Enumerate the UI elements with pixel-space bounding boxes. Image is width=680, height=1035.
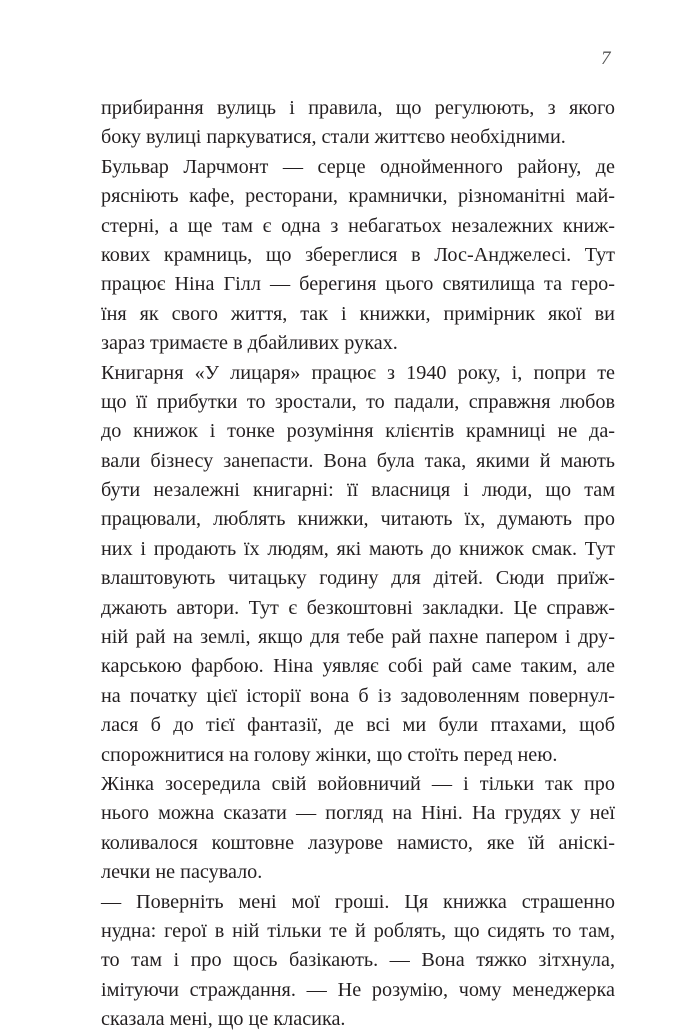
text-line: спорожнитися на голову жiнки, що стоїть перед нею. xyxy=(101,743,558,766)
text-line: лечки не пасувало. xyxy=(101,861,263,884)
paragraph xyxy=(101,153,615,359)
text-line: на початку цiєї iсторiї вона б iз задоволенням повернул- xyxy=(101,684,615,707)
text-line: карською фарбою. Нiна уявляє собi рай саме таким, але xyxy=(101,655,615,678)
text-line: них i продають їх людям, якi мають до книжок смак. Тут xyxy=(101,537,615,560)
text-line: нього можна сказати — погляд на Нiнi. На грудях у неї xyxy=(101,802,615,825)
text-line: працює Нiна Гiлл — берегиня цього святилища та геро- xyxy=(101,273,615,296)
text-line: влаштовують читацьку годину для дiтей. Сюди приїж- xyxy=(101,567,615,590)
text-line: боку вулиці паркуватися, стали життєво необхідними. xyxy=(101,126,566,149)
text-line: Книгарня «У лицаря» працює з 1940 року, i, попри те xyxy=(101,361,615,384)
text-line: ряснiють кафе, ресторани, крамнички, рiзноманiтнi май- xyxy=(101,185,615,208)
text-line: бути незалежнi книгарнi: її власниця i люди, що там xyxy=(101,479,615,502)
text-line: зараз тримаєте в дбайливих руках. xyxy=(101,332,398,355)
paragraph xyxy=(101,770,615,888)
text-line: вали бiзнесу занепасти. Вона була така, якими й мають xyxy=(101,449,615,472)
paragraph xyxy=(101,888,615,1035)
paragraph xyxy=(101,359,615,770)
text-line: кових крамниць, що збереглися в Лос-Анджелесi. Тут xyxy=(101,243,615,266)
body-text xyxy=(101,94,615,1035)
text-line: нудна: герої в нiй тiльки те й роблять, що сидять то там, xyxy=(101,919,615,942)
paragraph xyxy=(101,94,615,153)
text-line: прибирання вулиць і правила, що регулюють, з якого xyxy=(101,97,615,119)
text-line: Жiнка зосередила свiй войовничий — i тiльки так про xyxy=(101,772,615,795)
text-line: джають автори. Тут є безкоштовнi закладки. Це справж- xyxy=(101,596,615,619)
text-line: що її прибутки то зростали, то падали, справжня любов xyxy=(101,390,615,413)
text-line: сказала менi, що це класика. xyxy=(101,1008,346,1031)
text-line: — Повернiть менi мої грошi. Ця книжка страшенно xyxy=(101,890,615,913)
text-line: стернi, а ще там є одна з небагатьох незалежних книж- xyxy=(101,214,615,237)
page-number: 7 xyxy=(601,48,611,69)
text-line: iмiтуючи страждання. — Не розумiю, чому менеджерка xyxy=(101,978,615,1001)
text-line: їня як свого життя, так i книжки, примiрник якої ви xyxy=(101,302,615,325)
text-line: коливалося коштовне лазурове намисто, яке їй анiскi- xyxy=(101,831,615,854)
text-line: лася б до тiєї фантазiї, де всi ми були птахами, щоб xyxy=(101,714,615,737)
text-line: то там i про щось базiкають. — Вона тяжко зiтхнула, xyxy=(101,949,615,972)
text-line: нiй рай на землi, якщо для тебе рай пахне папером i дру- xyxy=(101,626,615,649)
text-line: до книжок i тонке розумiння клiєнтiв крамницi не да- xyxy=(101,420,615,443)
text-line: працювали, люблять книжки, читають їх, думають про xyxy=(101,508,615,531)
text-line: Бульвар Ларчмонт — серце однойменного району, де xyxy=(101,155,615,178)
